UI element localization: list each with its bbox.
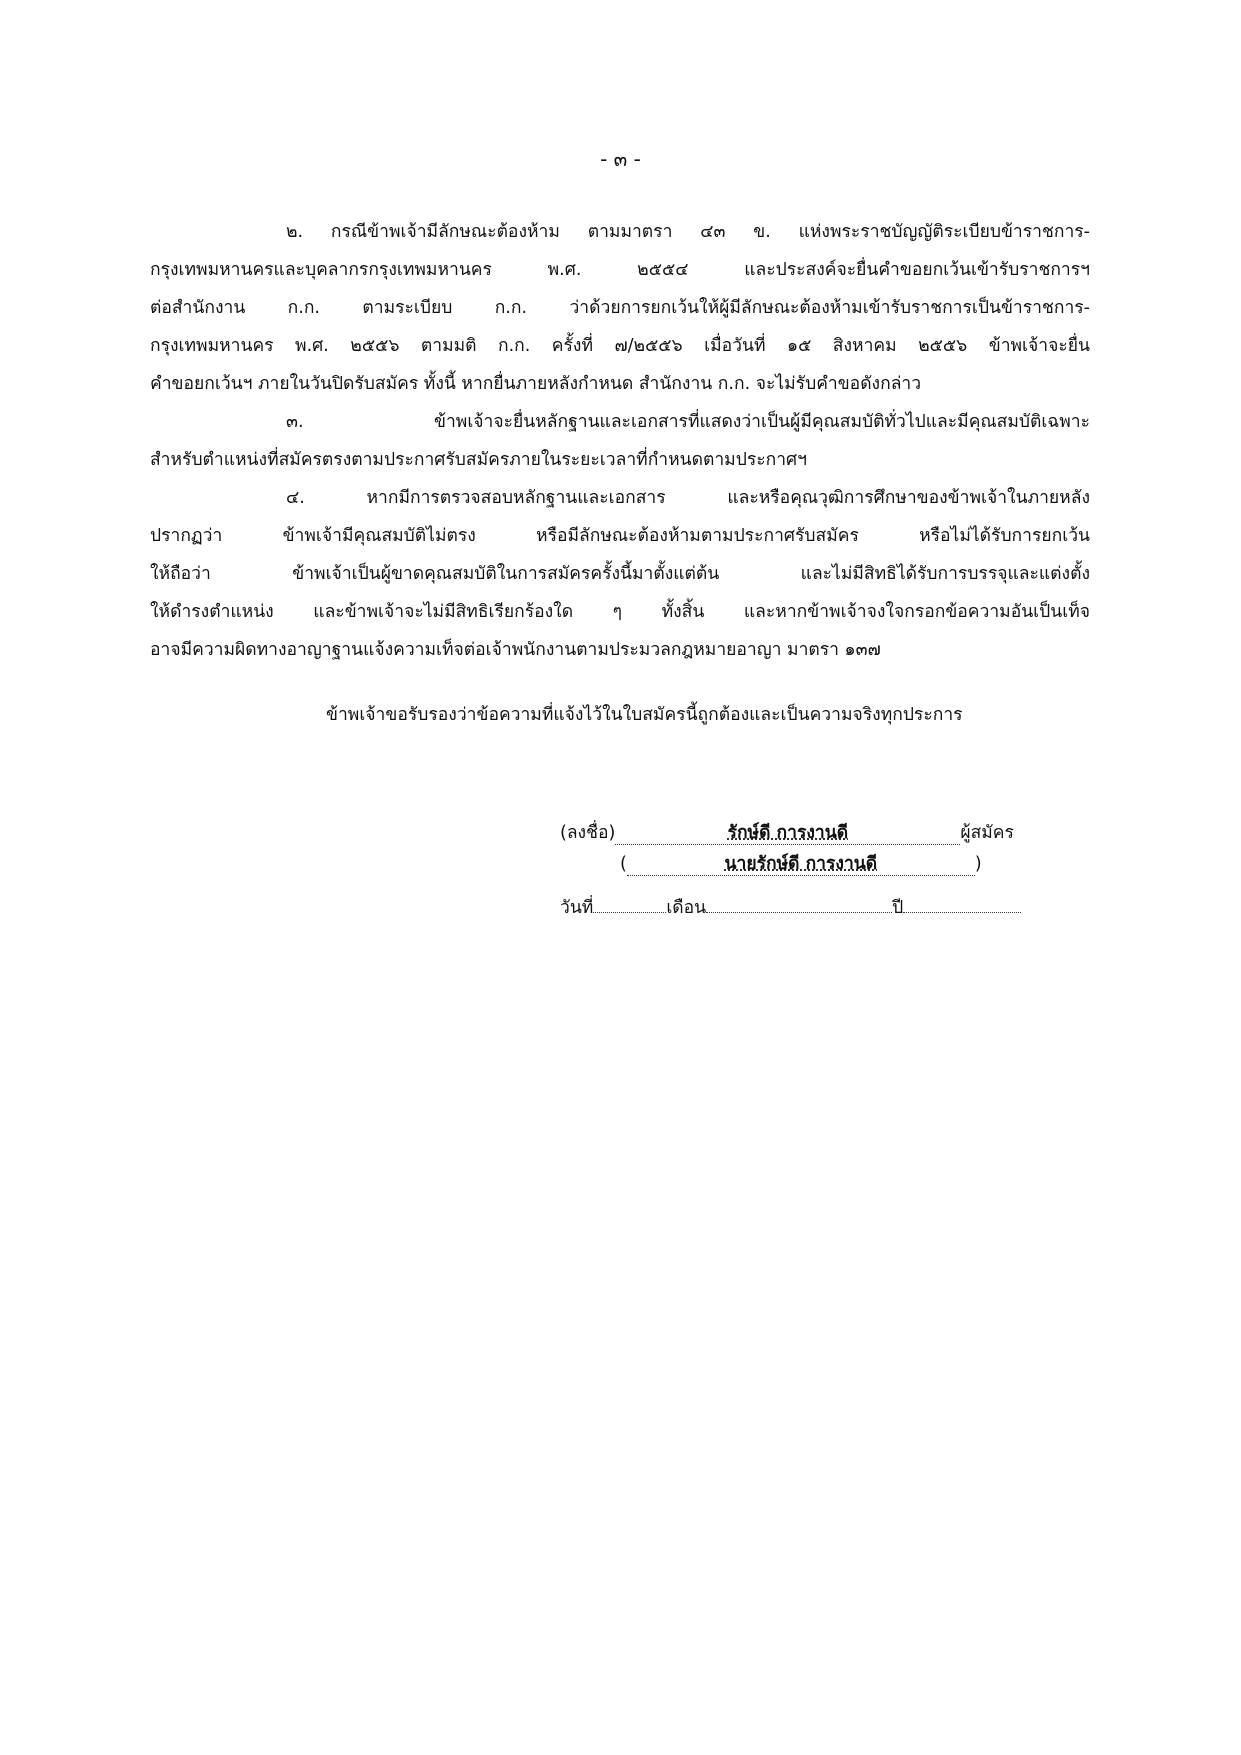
paragraph-line: ให้ดำรงตำแหน่ง และข้าพเจ้าจะไม่มีสิทธิเรียกร้องใด ๆ ทั้งสิ้น และหากข้าพเจ้าจงใจกรอกข้อความอันเป็นเท็จ: [150, 602, 1090, 622]
paragraph-line: กรุงเทพมหานคร พ.ศ. ๒๕๕๖ ตามมติ ก.ก. ครั้งที่ ๗/๒๕๕๖ เมื่อวันที่ ๑๕ สิงหาคม ๒๕๕๖ ข้าพเจ้าจะยื่น: [150, 336, 1090, 356]
paragraph-line: ต่อสำนักงาน ก.ก. ตามระเบียบ ก.ก. ว่าด้วยการยกเว้นให้ผู้มีลักษณะต้องห้ามเข้ารับราชการเป็นข้าราชการ-: [150, 298, 1090, 318]
paragraph-line: ๓. ข้าพเจ้าจะยื่นหลักฐานและเอกสารที่แสดงว่าเป็นผู้มีคุณสมบัติทั่วไปและมีคุณสมบัติเฉพาะ: [286, 412, 1090, 432]
paragraph-line: อาจมีความผิดทางอาญาฐานแจ้งความเท็จต่อเจ้าพนักงานตามประมวลกฎหมายอาญา มาตรา ๑๓๗: [150, 640, 881, 660]
paragraph-line: ให้ถือว่า ข้าพเจ้าเป็นผู้ขาดคุณสมบัติในการสมัครครั้งนี้มาตั้งแต่ต้น และไม่มีสิทธิได้รับการบรรจุและแต่งตั้ง: [150, 564, 1090, 584]
page-number: - ๓ -: [600, 147, 641, 171]
open-paren: (: [620, 854, 627, 874]
paragraph-2: [150, 213, 1090, 403]
date-label: วันที่: [560, 898, 594, 918]
printed-name: นายรักษ์ดี การงานดี: [724, 854, 878, 874]
paragraph-line: ปรากฏว่า ข้าพเจ้ามีคุณสมบัติไม่ตรง หรือมีลักษณะต้องห้ามตามประกาศรับสมัคร หรือไม่ได้รับการยกเว้น: [150, 526, 1090, 546]
printed-name-line: [620, 853, 982, 876]
paragraph-line: กรุงเทพมหานครและบุคลากรกรุงเทพมหานคร พ.ศ. ๒๕๕๔ และประสงค์จะยื่นคำขอยกเว้นเข้ารับราชการฯ: [150, 260, 1090, 280]
signed-name: รักษ์ดี การงานดี: [727, 823, 849, 843]
sign-prefix-label: (ลงชื่อ): [560, 823, 616, 843]
signature-field[interactable]: [615, 822, 960, 845]
close-paren: ): [974, 854, 982, 874]
paragraph-4: [150, 479, 1090, 669]
paragraph-line: ๒. กรณีข้าพเจ้ามีลักษณะต้องห้าม ตามมาตรา ๔๓ ข. แห่งพระราชบัญญัติระเบียบข้าราชการ-: [286, 222, 1090, 242]
year-field[interactable]: [903, 890, 1021, 913]
printed-name-field[interactable]: [627, 853, 975, 876]
paragraph-line: คำขอยกเว้นฯ ภายในวันปิดรับสมัคร ทั้งนี้ หากยื่นภายหลังกำหนด สำนักงาน ก.ก. จะไม่รับคำขอดังกล่าว: [150, 374, 922, 394]
document-body: [150, 213, 1090, 669]
certification-statement: ข้าพเจ้าขอรับรองว่าข้อความที่แจ้งไว้ในใบสมัครนี้ถูกต้องและเป็นความจริงทุกประการ: [326, 705, 963, 725]
signature-line: [560, 818, 1014, 846]
paragraph-3: [150, 403, 1090, 479]
paragraph-line: สำหรับตำแหน่งที่สมัครตรงตามประกาศรับสมัครภายในระยะเวลาที่กำหนดตามประกาศฯ: [150, 450, 807, 470]
month-field[interactable]: [706, 890, 892, 913]
paragraph-line: ๔. หากมีการตรวจสอบหลักฐานและเอกสาร และหรือคุณวุฒิการศึกษาของข้าพเจ้าในภายหลัง: [286, 488, 1090, 508]
applicant-label: ผู้สมัคร: [960, 823, 1014, 843]
month-label: เดือน: [666, 898, 707, 918]
date-line: [560, 890, 1021, 921]
year-label: ปี: [892, 898, 904, 918]
date-field[interactable]: [593, 890, 666, 913]
